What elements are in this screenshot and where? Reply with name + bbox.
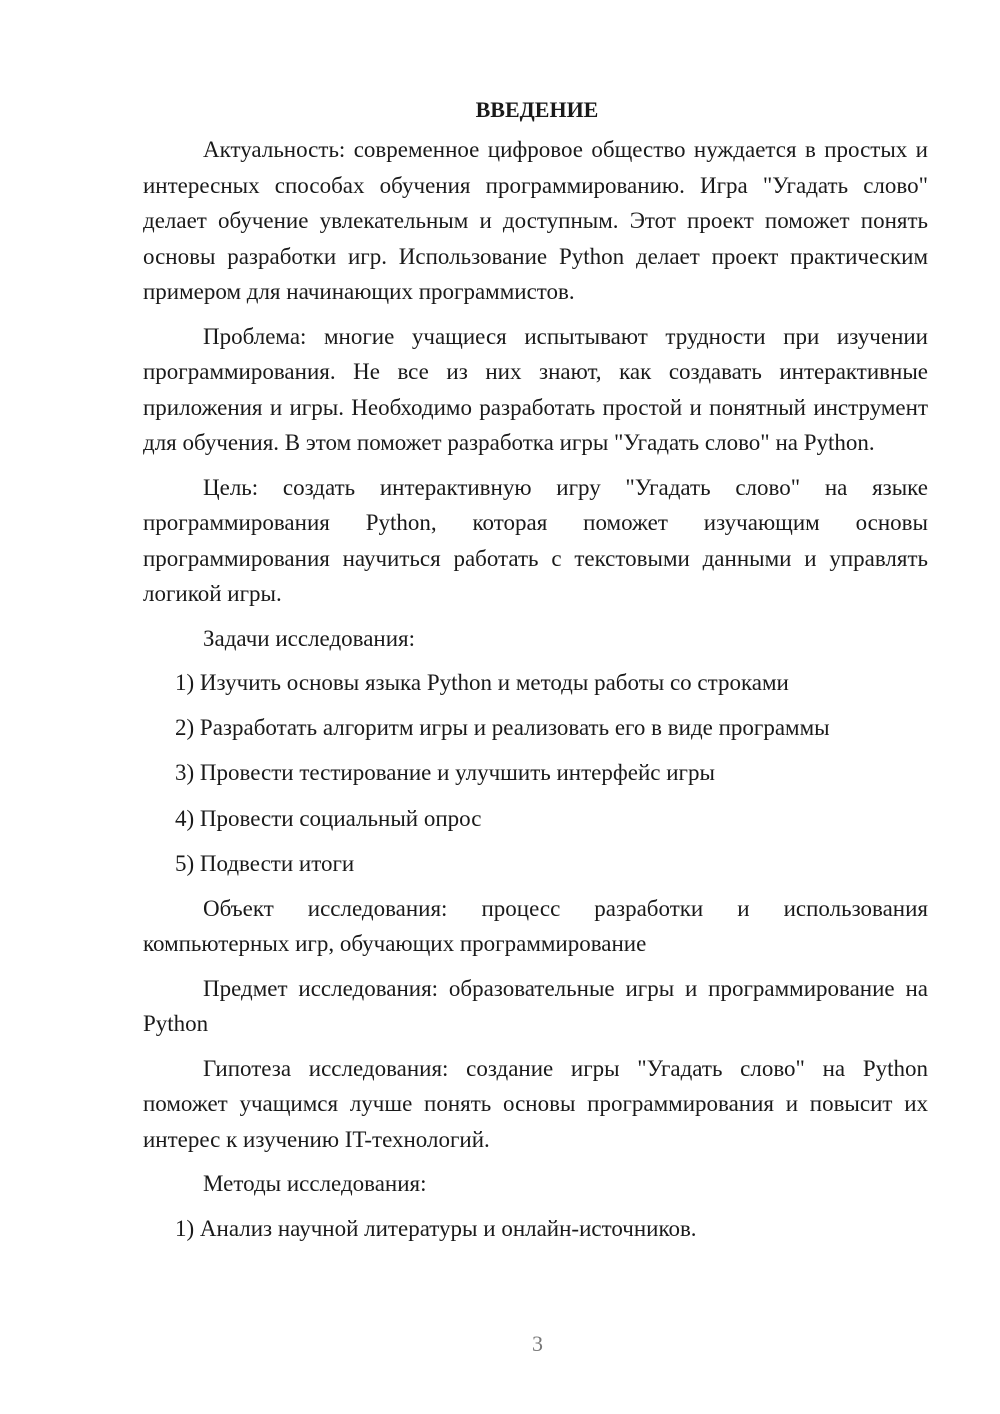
list-item: 1) Анализ научной литературы и онлайн-источников.	[175, 1215, 697, 1241]
problem-paragraph: Проблема: многие учащиеся испытывают трудности при изучении программирования. Не все из них знают, как создавать интерактивные приложения и игры. Необходимо разработать простой и понятный инструмент для обучения. В этом поможет разработка игры "Угадать слово" на Python.	[143, 323, 928, 455]
list-item: 2) Разработать алгоритм игры и реализовать его в виде программы	[175, 715, 830, 741]
document-body	[143, 96, 928, 1256]
methods-list	[143, 1211, 928, 1247]
list-item: 1) Изучить основы языка Python и методы работы со строками	[175, 670, 789, 695]
hypothesis-paragraph: Гипотеза исследования: создание игры "Угадать слово" на Python поможет учащимся лучше понять основы программирования и повысит их интерес к изучению IT-технологий.	[143, 1055, 928, 1152]
relevance-paragraph: Актуальность: современное цифровое общество нуждается в простых и интересных способах обучения программированию. Игра "Угадать слово" делает обучение увлекательным и доступным. Этот проект поможет понять основы разработки игр. Использование Python делает проект практическим примером для начинающих программистов.	[143, 137, 928, 304]
subject-paragraph: Предмет исследования: образовательные игры и программирование на Python	[143, 975, 928, 1037]
page-title: ВВЕДЕНИЕ	[475, 97, 599, 122]
object-paragraph: Объект исследования: процесс разработки и использования компьютерных игр, обучающих программирование	[143, 895, 928, 957]
page-number: 3	[532, 1331, 543, 1356]
methods-heading: Методы исследования:	[203, 1171, 427, 1197]
list-item: 5) Подвести итоги	[175, 850, 355, 876]
tasks-heading: Задачи исследования:	[203, 625, 416, 651]
tasks-list	[143, 665, 928, 881]
list-item: 4) Провести социальный опрос	[175, 805, 482, 831]
list-item: 3) Провести тестирование и улучшить интерфейс игры	[175, 760, 715, 786]
goal-paragraph: Цель: создать интерактивную игру "Угадать слово" на языке программирования Python, которая поможет изучающим основы программирования научиться работать с текстовыми данными и управлять логикой игры.	[143, 474, 928, 606]
